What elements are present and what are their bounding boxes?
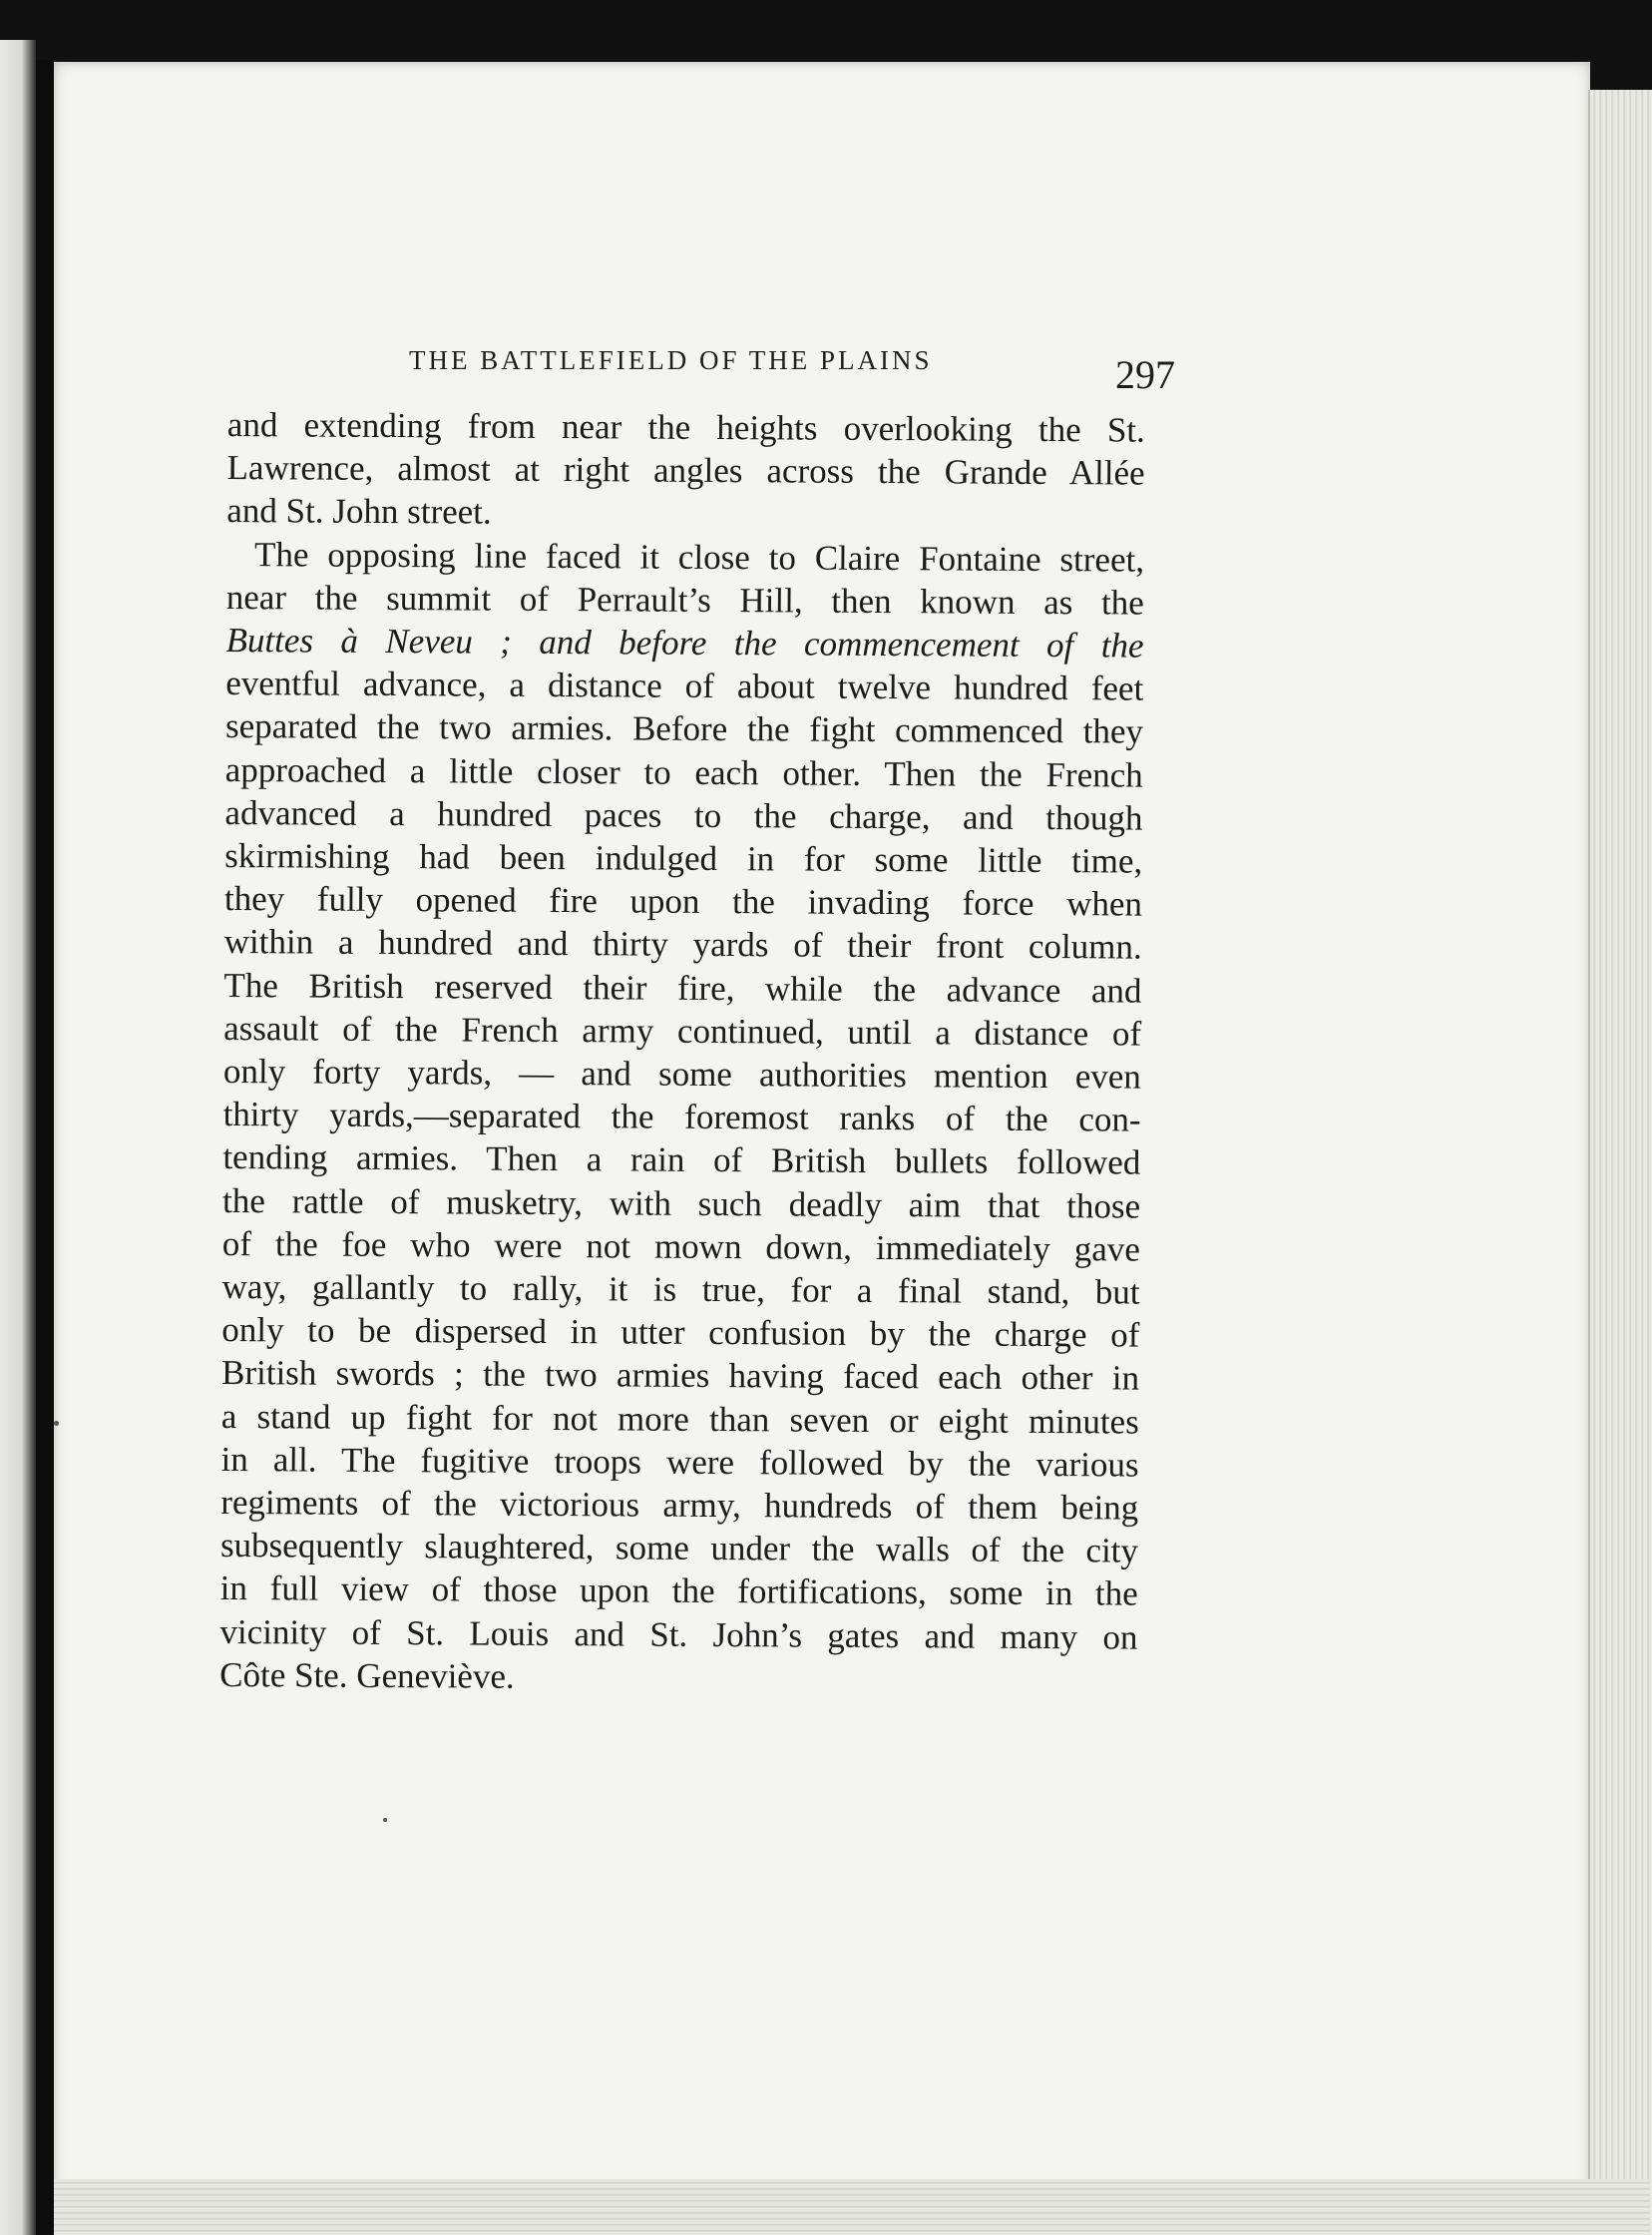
text-line: near the summit of Perrault’s Hill, then known as the: [225, 577, 1144, 623]
paper-speck: [54, 1421, 59, 1426]
text-line: advanced a hundred paces to the charge, and though: [224, 792, 1143, 838]
text-line: within a hundred and thirty yards of their front column.: [223, 922, 1142, 968]
text-line: and extending from near the heights overlooking the St.: [226, 404, 1145, 450]
body-text: [219, 403, 1145, 1702]
page-number: 297: [1115, 352, 1175, 397]
text-line: separated the two armies. Before the fight commenced they: [224, 706, 1144, 752]
text-line: thirty yards,—separated the foremost ranks of the con-: [222, 1095, 1141, 1139]
text-line: skirmishing had been indulged in for some little time,: [224, 836, 1143, 881]
paragraph-2: [219, 533, 1144, 1702]
page-stack-bottom: [54, 2179, 1650, 2235]
text-line: The British reserved their fire, while the advance and: [223, 965, 1142, 1011]
text-line: The opposing line faced it close to Claire Fontaine street,: [253, 534, 1145, 580]
text-line: Côte Ste. Geneviève.: [219, 1654, 515, 1696]
text-line: Buttes à Neveu ; and before the commencement of the: [225, 621, 1144, 666]
text-line: and St. John street.: [226, 491, 492, 533]
text-line: Lawrence, almost at right angles across the Grande Allée: [226, 448, 1145, 493]
text-line: they fully opened fire upon the invading force when: [223, 879, 1143, 924]
text-line: in all. The fugitive troops were followed by the various: [220, 1439, 1139, 1485]
paragraph-1: [226, 403, 1145, 538]
text-line: the rattle of musketry, with such deadly aim that those: [221, 1180, 1141, 1226]
text-line: only to be dispersed in utter confusion by the charge of: [221, 1310, 1140, 1355]
paper-speck: [383, 1818, 387, 1822]
facing-page-edge: [0, 40, 36, 2235]
text-line: in full view of those upon the fortifications, some in the: [219, 1568, 1138, 1614]
text-line: a stand up fight for not more than seven or eight minutes: [220, 1396, 1139, 1442]
text-line: tending armies. Then a rain of British bullets followed: [222, 1137, 1141, 1183]
text-line: of the foe who were not mown down, immediately gave: [221, 1223, 1140, 1269]
text-line: assault of the French army continued, until a distance of: [223, 1008, 1142, 1054]
book-spine-shadow: [36, 60, 54, 2235]
text-line: regiments of the victorious army, hundreds of them being: [220, 1483, 1139, 1528]
text-line: way, gallantly to rally, it is true, for a final stand, but: [221, 1267, 1140, 1312]
running-head: THE BATTLEFIELD OF THE PLAINS: [409, 345, 933, 375]
page-stack-edge: [1588, 90, 1652, 2235]
text-line: only forty yards, — and some authorities mention even: [222, 1052, 1142, 1097]
text-line: approached a little closer to each other. Then the French: [224, 749, 1143, 795]
text-line: eventful advance, a distance of about twelve hundred feet: [225, 664, 1144, 708]
text-line: vicinity of St. Louis and St. John’s gates and many on: [219, 1611, 1138, 1657]
text-line: subsequently slaughtered, some under the walls of the city: [219, 1526, 1139, 1570]
text-line: British swords ; the two armies having faced each other in: [220, 1353, 1140, 1399]
